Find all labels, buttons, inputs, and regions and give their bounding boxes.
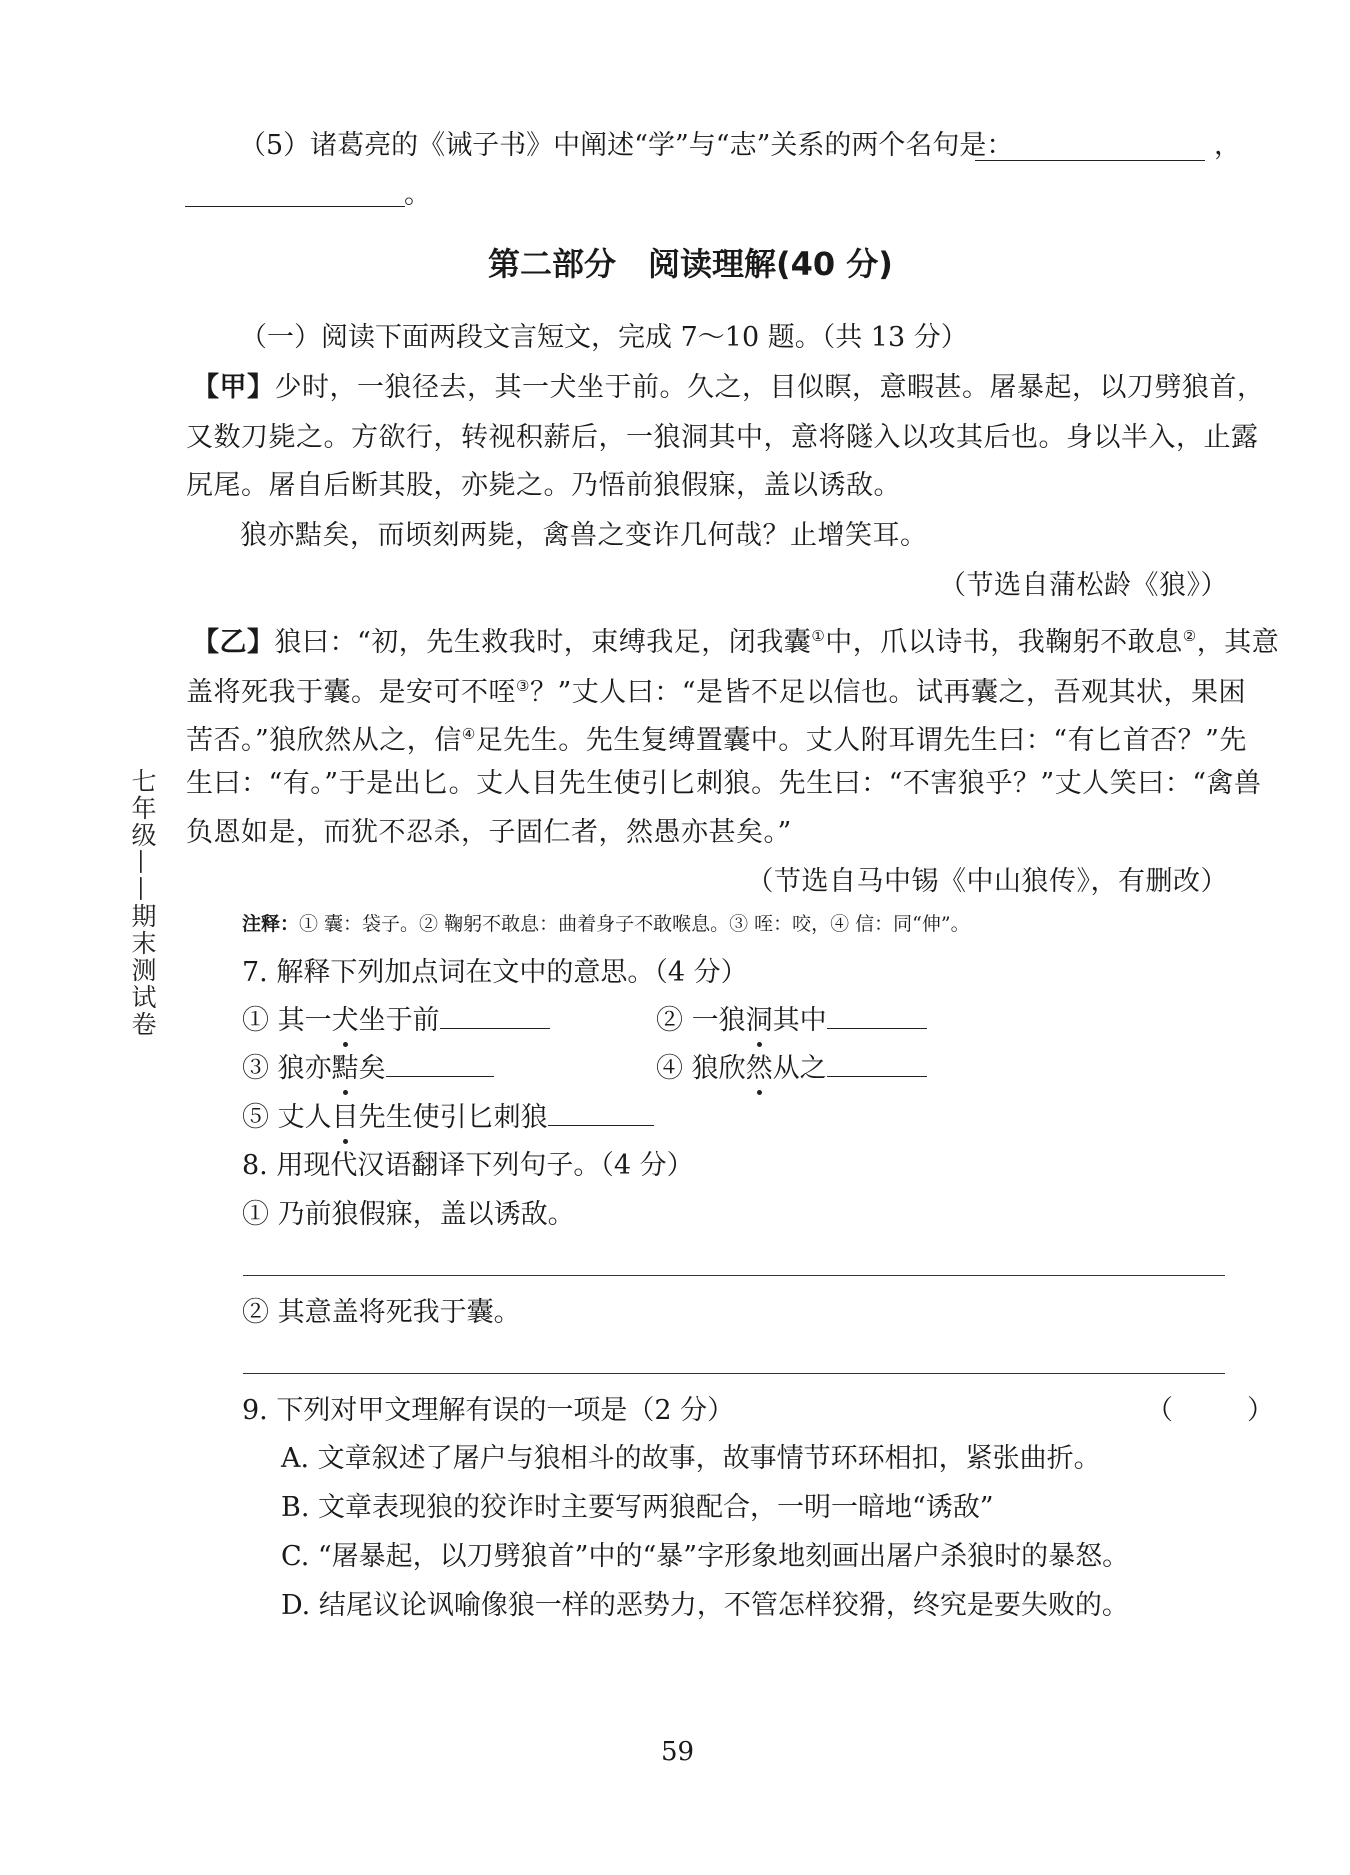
q7-item-5-blank bbox=[548, 1099, 654, 1126]
yi-line-2-part-b: ？”丈人曰：“是皆不足以信也。试再囊之，吾观其状，果困 bbox=[529, 677, 1247, 708]
q7-item-1 bbox=[242, 1002, 550, 1039]
q9-paren-open: （ bbox=[1146, 1395, 1173, 1426]
q7-item-1-dotted-word: 犬 bbox=[332, 1003, 359, 1039]
yi-source: （节选自马中锡《中山狼传》，有删改） bbox=[746, 866, 1228, 897]
section1-intro: （一）阅读下面两段文言短文，完成 7～10 题。（共 13 分） bbox=[240, 322, 968, 353]
q7-item-5-suffix: 先生使引匕刺狼 bbox=[358, 1102, 548, 1133]
q7-item-1-suffix: 坐于前 bbox=[358, 1005, 440, 1036]
q9-stem: 9. 下列对甲文理解有误的一项是（2 分） bbox=[242, 1395, 735, 1426]
q9-option-b: B. 文章表现狼的狡诈时主要写两狼配合，一明一暗地“诱敌” bbox=[281, 1492, 994, 1523]
q7-item-3-suffix: 矣 bbox=[358, 1053, 386, 1084]
q7-item-1-prefix: ① 其一 bbox=[242, 1005, 332, 1036]
q7-item-2-suffix: 其中 bbox=[772, 1005, 827, 1036]
q5-comma: ， bbox=[1214, 130, 1241, 161]
jia-label: 【甲】 bbox=[192, 372, 275, 403]
sidebar-label: 七年级——期末测试卷 bbox=[128, 768, 157, 1038]
q7-item-4-suffix: 从之 bbox=[772, 1053, 827, 1084]
yi-line-3-part-b: 足先生。先生复缚置囊中。丈人附耳谓先生曰：“有匕首否？”先 bbox=[475, 725, 1247, 756]
part2-title: 第二部分 阅读理解(40 分) bbox=[488, 245, 893, 283]
q7-item-3 bbox=[242, 1050, 494, 1087]
q5-blank-1 bbox=[975, 160, 1205, 161]
yi-line-3-part-a: 苦否。”狼欣然从之，信 bbox=[186, 725, 462, 756]
q7-item-5 bbox=[242, 1099, 654, 1136]
q9-option-a: A. 文章叙述了屠户与狼相斗的故事，故事情节环环相扣，紧张曲折。 bbox=[281, 1443, 1101, 1474]
q7-item-4-prefix: ④ 狼欣 bbox=[656, 1053, 746, 1084]
q7-item-5-dotted-word: 目 bbox=[332, 1100, 359, 1136]
yi-line-1-part-a: 狼曰：“初，先生救我时，束缚我足，闭我囊 bbox=[274, 627, 812, 658]
q9-paren-close: ） bbox=[1247, 1395, 1274, 1426]
q5-text: （5）诸葛亮的《诫子书》中阐述“学”与“志”关系的两个名句是： bbox=[239, 130, 1014, 161]
yi-line-1 bbox=[192, 618, 1279, 661]
yi-line-2 bbox=[186, 668, 1246, 711]
q8-answer-line-2[interactable] bbox=[243, 1373, 1225, 1374]
q5-blank-2 bbox=[185, 206, 405, 207]
jia-line-1-text: 少时，一狼径去，其一犬坐于前。久之，目似瞑，意暇甚。屠暴起，以刀劈狼首， bbox=[274, 372, 1265, 403]
q7-item-3-blank bbox=[386, 1050, 494, 1077]
jia-line-2: 又数刀毙之。方欲行，转视积薪后，一狼洞其中，意将隧入以攻其后也。身以半入，止露 bbox=[186, 422, 1259, 453]
yi-label: 【乙】 bbox=[192, 627, 275, 658]
q5-period: 。 bbox=[404, 179, 431, 210]
yi-line-1-part-c: ，其意 bbox=[1196, 627, 1280, 658]
q8-stem: 8. 用现代汉语翻译下列句子。（4 分） bbox=[242, 1150, 694, 1181]
yi-line-2-part-a: 盖将死我于囊。是安可不咥 bbox=[186, 677, 516, 708]
q7-item-2-prefix: ② 一狼 bbox=[656, 1005, 746, 1036]
q7-item-4-blank bbox=[827, 1050, 927, 1077]
yi-line-3 bbox=[186, 716, 1247, 759]
q8-sentence-1: ① 乃前狼假寐，盖以诱敌。 bbox=[242, 1199, 575, 1230]
q8-answer-line-1[interactable] bbox=[243, 1275, 1225, 1276]
footnote-ref-1: ① bbox=[811, 627, 826, 645]
q7-item-2-dotted-word: 洞 bbox=[746, 1003, 773, 1039]
jia-source: （节选自蒲松龄《狼》） bbox=[939, 570, 1228, 601]
jia-line-3: 尻尾。屠自后断其股，亦毙之。乃悟前狼假寐，盖以诱敌。 bbox=[186, 470, 901, 501]
footnote-ref-2: ② bbox=[1182, 627, 1197, 645]
q7-item-1-blank bbox=[440, 1002, 550, 1029]
q7-item-2 bbox=[656, 1002, 927, 1039]
notes-label: 注释： bbox=[242, 913, 300, 935]
notes bbox=[242, 910, 970, 938]
q7-item-4 bbox=[656, 1050, 927, 1087]
jia-line-4: 狼亦黠矣，而顷刻两毙，禽兽之变诈几何哉？止增笑耳。 bbox=[240, 520, 928, 551]
q7-item-3-dotted-word: 黠 bbox=[332, 1051, 359, 1087]
footnote-ref-4: ④ bbox=[461, 725, 476, 743]
q7-item-2-blank bbox=[827, 1002, 927, 1029]
q7-item-3-prefix: ③ 狼亦 bbox=[242, 1053, 332, 1084]
yi-line-5: 负恩如是，而犹不忍杀，子固仁者，然愚亦甚矣。” bbox=[186, 817, 792, 848]
page-number: 59 bbox=[661, 1737, 695, 1767]
jia-line-1 bbox=[192, 370, 1265, 406]
q9-option-c: C. “屠暴起，以刀劈狼首”中的“暴”字形象地刻画出屠户杀狼时的暴怒。 bbox=[281, 1541, 1130, 1572]
yi-line-1-part-b: 中，爪以诗书，我鞠躬不敢息 bbox=[825, 627, 1183, 658]
q7-stem: 7. 解释下列加点词在文中的意思。（4 分） bbox=[242, 957, 748, 988]
q7-item-4-dotted-word: 然 bbox=[746, 1051, 773, 1087]
notes-text: ① 囊：袋子。② 鞠躬不敢息：曲着身子不敢喉息。③ 咥：咬，④ 信：同“伸”。 bbox=[299, 913, 970, 935]
q8-sentence-2: ② 其意盖将死我于囊。 bbox=[242, 1297, 521, 1328]
yi-line-4: 生曰：“有。”于是出匕。丈人目先生使引匕刺狼。先生曰：“不害狼乎？”丈人笑曰：“禽兽 bbox=[186, 768, 1262, 799]
q9-option-d: D. 结尾议论讽喻像狼一样的恶势力，不管怎样狡猾，终究是要失败的。 bbox=[281, 1590, 1129, 1621]
footnote-ref-3: ③ bbox=[516, 677, 530, 695]
q7-item-5-prefix: ⑤ 丈人 bbox=[242, 1102, 332, 1133]
q9-answer-paren[interactable] bbox=[1146, 1393, 1274, 1429]
